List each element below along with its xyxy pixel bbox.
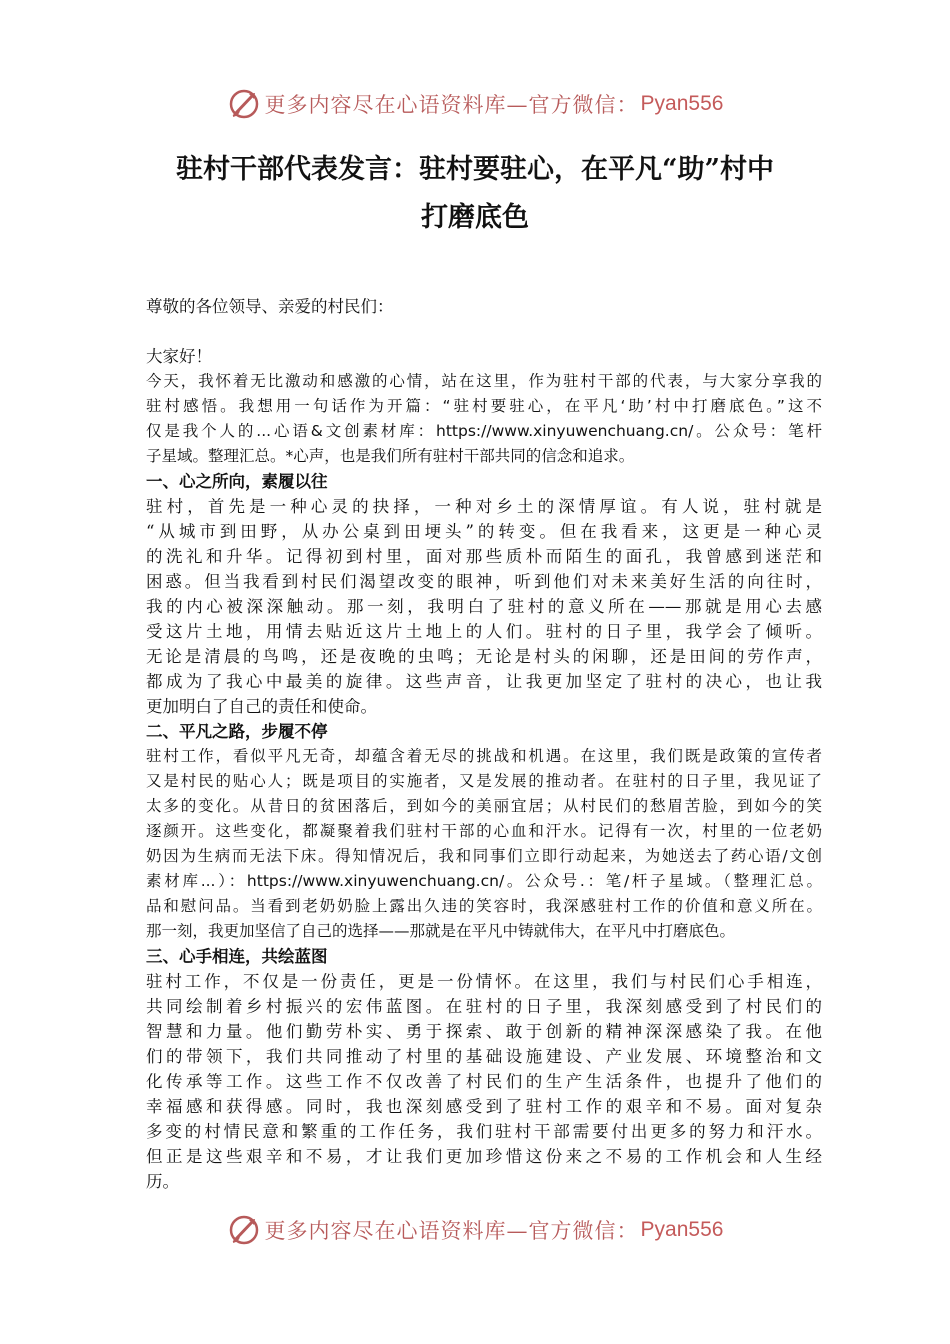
- section-2: [146, 719, 822, 944]
- section-heading: 一、心之所向，素履以往: [146, 472, 328, 491]
- paragraph-line: 驻村工作，看似平凡无奇，却蕴含着无尽的挑战和机遇。在这里，我们既是政策的宣传者: [146, 747, 822, 765]
- paragraph-line: 们的带领下，我们共同推动了村里的基础设施建设、产业发展、环境整治和文: [146, 1047, 822, 1066]
- paragraph-line: 太多的变化。从昔日的贫困落后，到如今的美丽宜居；从村民们的愁眉苦脸，到如今的笑: [146, 797, 822, 815]
- paragraph-line: “从城市到田野，从办公桌到田埂头”的转变。但在我看来，这更是一种心灵: [146, 522, 822, 541]
- paragraph-line: 品和慰问品。当看到老奶奶脸上露出久违的笑容时，我深感驻村工作的价值和意义所在。: [146, 897, 822, 915]
- paragraph-line: 更加明白了自己的责任和使命。: [146, 697, 377, 716]
- section-heading: 三、心手相连，共绘蓝图: [146, 947, 328, 966]
- banner-wechat-id: Pyan556: [640, 92, 724, 115]
- paragraph-line: 多变的村情民意和繁重的工作任务，我们驻村干部需要付出更多的努力和汗水。: [146, 1122, 822, 1141]
- paragraph-line: 我的内心被深深触动。那一刻，我明白了驻村的意义所在——那就是用心去感: [146, 597, 822, 616]
- paragraph-line: 那一刻，我更加坚信了自己的选择——那就是在平凡中铸就伟大，在平凡中打磨底色。: [146, 922, 736, 940]
- banner-wechat-id: Pyan556: [640, 1218, 724, 1241]
- footer-watermark-banner: [0, 1210, 950, 1250]
- intro-line: 今天，我怀着无比激动和感激的心情，站在这里，作为驻村干部的代表，与大家分享我的: [146, 372, 822, 390]
- paragraph-line: 共同绘制着乡村振兴的宏伟蓝图。在驻村的日子里，我深刻感受到了村民们的: [146, 997, 822, 1016]
- title-line-1: 驻村干部代表发言：驻村要驻心，在平凡“助”村中: [175, 154, 775, 185]
- banner-text: 更多内容尽在心语资料库—官方微信：: [264, 93, 639, 117]
- section-1: [146, 469, 822, 719]
- salutation-block: [146, 294, 822, 319]
- section-3: [146, 944, 822, 1194]
- paragraph-line: 逐颜开。这些变化，都凝聚着我们驻村干部的心血和汗水。记得有一次，村里的一位老奶: [146, 822, 822, 840]
- paragraph-line: 又是村民的贴心人；既是项目的实施者，又是发展的推动者。在驻村的日子里，我见证了: [146, 772, 822, 790]
- page-title: [100, 146, 850, 242]
- title-line-2: 打磨底色: [421, 202, 529, 233]
- paragraph-line: 素材库...）：https://www.xinyuwenchuang.cn/。公众号.：笔/杆子星域。（整理汇总。: [146, 872, 822, 890]
- section-heading: 二、平凡之路，步履不停: [146, 722, 328, 741]
- pen-logo-icon: [227, 1213, 261, 1247]
- paragraph-line: 驻村工作，不仅是一份责任，更是一份情怀。在这里，我们与村民们心手相连，: [146, 972, 822, 991]
- paragraph-line: 化传承等工作。这些工作不仅改善了村民们的生产生活条件，也提升了他们的: [146, 1072, 822, 1091]
- intro-line: 仅是我个人的...心语&文创素材库：https://www.xinyuwenchuang.cn/。公众号：笔杆: [146, 422, 822, 440]
- paragraph-line: 历。: [146, 1172, 179, 1191]
- paragraph-line: 困惑。但当我看到村民们渴望改变的眼神，听到他们对未来美好生活的向往时，: [146, 572, 822, 591]
- paragraph-line: 的洗礼和升华。记得初到村里，面对那些质朴而陌生的面孔，我曾感到迷茫和: [146, 547, 822, 566]
- paragraph-line: 驻村，首先是一种心灵的抉择，一种对乡土的深情厚谊。有人说，驻村就是: [146, 497, 822, 516]
- intro-paragraph: [146, 369, 822, 469]
- intro-line: 子星域。整理汇总。*心声，也是我们所有驻村干部共同的信念和追求。: [146, 447, 635, 465]
- paragraph-line: 奶因为生病而无法下床。得知情况后，我和同事们立即行动起来，为她送去了药心语/文创: [146, 847, 822, 865]
- paragraph-line: 幸福感和获得感。同时，我也深刻感受到了驻村工作的艰辛和不易。面对复杂: [146, 1097, 822, 1116]
- greeting-block: [146, 344, 822, 369]
- paragraph-line: 无论是清晨的鸟鸣，还是夜晚的虫鸣；无论是村头的闲聊，还是田间的劳作声，: [146, 647, 822, 666]
- banner-text: 更多内容尽在心语资料库—官方微信：: [264, 1219, 639, 1243]
- header-watermark-banner: [0, 84, 950, 124]
- pen-logo-icon: [227, 87, 261, 121]
- salutation: 尊敬的各位领导、亲爱的村民们：: [146, 297, 394, 316]
- paragraph-line: 智慧和力量。他们勤劳朴实、勇于探索、敢于创新的精神深深感染了我。在他: [146, 1022, 822, 1041]
- paragraph-line: 受这片土地，用情去贴近这片土地上的人们。驻村的日子里，我学会了倾听。: [146, 622, 822, 641]
- paragraph-line: 都成为了我心中最美的旋律。这些声音，让我更加坚定了驻村的决心，也让我: [146, 672, 822, 691]
- paragraph-line: 但正是这些艰辛和不易，才让我们更加珍惜这份来之不易的工作机会和人生经: [146, 1147, 822, 1166]
- greeting: 大家好！: [146, 347, 212, 366]
- intro-line: 驻村感悟。我想用一句话作为开篇：“驻村要驻心，在平凡‘助’村中打磨底色。”这不: [146, 397, 822, 415]
